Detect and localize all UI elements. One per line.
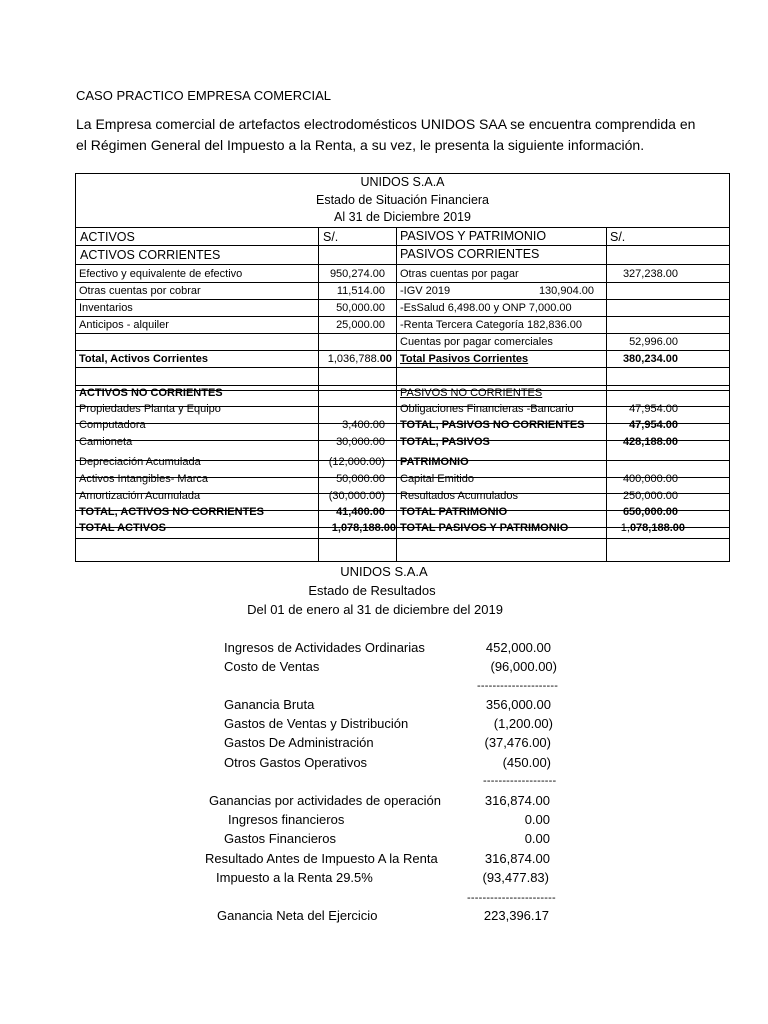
asset-value-dec: 00	[379, 353, 392, 365]
liability-label: -EsSalud 6,498.00 y ONP 7,000.00	[400, 302, 572, 314]
is-row-value: (96,000.00)	[490, 659, 557, 674]
col-currency-2: S/.	[610, 230, 626, 244]
liability-label: Obligaciones Financieras -Bancario	[400, 403, 574, 415]
is-row-label: Ganancia Neta del Ejercicio	[217, 908, 378, 923]
liability-value: 380,234.00	[622, 353, 678, 365]
is-row-value: (93,477.83)	[482, 870, 549, 885]
liability-value: 250,000.00	[622, 490, 678, 502]
asset-label: Efectivo y equivalente de efectivo	[79, 268, 243, 280]
grid-vline	[318, 228, 319, 561]
grid-vline	[606, 228, 607, 561]
col-liabilities: PASIVOS Y PATRIMONIO	[400, 229, 547, 243]
asset-label: Inventarios	[79, 302, 133, 314]
bs-date: Al 31 de Diciembre 2019	[334, 210, 471, 224]
is-row-value: (450.00)	[502, 755, 551, 770]
asset-value: 11,514.00	[336, 285, 385, 297]
asset-label: Computadora	[79, 419, 146, 431]
liability-value: 47,954.00	[629, 403, 678, 415]
grid-hline	[76, 227, 729, 228]
asset-label: Anticipos - alquiler	[79, 319, 169, 331]
liability-value: 327,238.00	[622, 268, 678, 280]
liability-label: TOTAL, PASIVOS	[400, 436, 490, 448]
grid-hline	[76, 282, 729, 283]
liability-label: TOTAL PATRIMONIO	[400, 506, 508, 518]
asset-value: 41,400.00	[336, 506, 385, 518]
is-row-label: Ingresos financieros	[228, 812, 345, 827]
liability-label: TOTAL PASIVOS Y PATRIMONIO	[400, 522, 569, 534]
is-row-label: Gastos de Ventas y Distribución	[224, 716, 409, 731]
asset-value: (30,000.00)	[328, 490, 385, 502]
grid-hline	[76, 299, 729, 300]
asset-value: 50,000.00	[336, 302, 385, 314]
is-row-value: (37,476.00)	[484, 735, 551, 750]
grid-vline	[396, 228, 397, 561]
asset-value: (12,000.00)	[328, 456, 385, 468]
liability-value: 650,000.00	[622, 506, 678, 518]
col-currency-1: S/.	[323, 230, 339, 244]
is-row-label: Ganancia Bruta	[224, 697, 315, 712]
is-row-value: 0.00	[524, 831, 550, 846]
is-row-value: 0.00	[524, 812, 550, 827]
is-row-value: 316,874.00	[484, 793, 550, 808]
asset-label: Depreciación Acumulada	[79, 456, 201, 468]
is-row-label: Ganancias por actividades de operación	[209, 793, 441, 808]
asset-label: TOTAL, ACTIVOS NO CORRIENTES	[79, 506, 264, 518]
asset-label: Activos Intangibles- Marca	[79, 473, 208, 485]
grid-hline	[76, 538, 729, 539]
liability-label: Otras cuentas por pagar	[400, 268, 519, 280]
asset-value: 950,274.00	[329, 268, 385, 280]
liability-label: -IGV 2019	[400, 285, 451, 297]
balance-sheet-table	[75, 173, 730, 562]
liability-label: Resultados Acumulados	[400, 490, 519, 502]
intro-line-2: el Régimen General del Impuesto a la Renta, a su vez, le presenta la siguiente información.	[76, 137, 645, 153]
is-row-label: Costo de Ventas	[224, 659, 320, 674]
liability-label: TOTAL, PASIVOS NO CORRIENTES	[400, 419, 585, 431]
asset-value: 50,000.00	[336, 473, 385, 485]
document-title: CASO PRACTICO EMPRESA COMERCIAL	[76, 88, 331, 103]
liability-label: PASIVOS NO CORRIENTES	[400, 387, 543, 399]
asset-label: Propiedades Planta y Equipo	[79, 403, 221, 415]
bs-company: UNIDOS S.A.A	[360, 175, 445, 189]
is-row-value: 223,396.17	[483, 908, 549, 923]
liability-value-dec: 078,188.00	[629, 522, 685, 534]
is-row-value: (1,200.00)	[493, 716, 553, 731]
grid-hline	[76, 245, 729, 246]
asset-label: Amortización Acumulada	[79, 490, 201, 502]
asset-label: ACTIVOS NO CORRIENTES	[79, 387, 223, 399]
liability-subvalue: 130,904.00	[538, 285, 594, 297]
is-company: UNIDOS S.A.A	[340, 564, 428, 579]
current-liabilities-header: PASIVOS CORRIENTES	[400, 247, 540, 261]
is-row-label: Otros Gastos Operativos	[224, 755, 368, 770]
asset-value: 1,078,188.00	[331, 522, 396, 534]
separator-1: ---------------------	[477, 680, 559, 692]
asset-label: Total, Activos Corrientes	[79, 353, 208, 365]
asset-value: 25,000.00	[336, 319, 385, 331]
liability-label: PATRIMONIO	[400, 456, 469, 468]
asset-label: TOTAL ACTIVOS	[79, 522, 166, 534]
grid-hline	[76, 264, 729, 265]
is-row-label: Ingresos de Actividades Ordinarias	[224, 640, 425, 655]
asset-label: Camioneta	[79, 436, 133, 448]
grid-hline	[76, 350, 729, 351]
liability-value	[621, 521, 685, 535]
intro-line-1: La Empresa comercial de artefactos electrodomésticos UNIDOS SAA se encuentra comprendida en	[76, 116, 696, 132]
liability-value: 47,954.00	[629, 419, 678, 431]
asset-value-int: 1,036,788.	[327, 353, 380, 365]
liability-value: 52,996.00	[629, 336, 678, 348]
separator-3: -----------------------	[467, 892, 556, 904]
is-row-label: Impuesto a la Renta 29.5%	[216, 870, 373, 885]
liability-value-int: 1,	[620, 522, 630, 534]
liability-label: Capital Emitido	[400, 473, 474, 485]
is-row-value: 356,000.00	[485, 697, 551, 712]
separator-2: -------------------	[483, 775, 557, 787]
asset-value: 3,400.00	[342, 419, 385, 431]
is-row-value: 316,874.00	[484, 851, 550, 866]
asset-value: 30,000.00	[336, 436, 385, 448]
grid-hline	[76, 367, 729, 368]
col-assets: ACTIVOS	[80, 230, 135, 244]
is-row-label: Gastos De Administración	[224, 735, 374, 750]
liability-label: Total Pasivos Corrientes	[400, 353, 529, 365]
is-row-label: Gastos Financieros	[224, 831, 336, 846]
is-row-value: 452,000.00	[485, 640, 551, 655]
bs-title: Estado de Situación Financiera	[315, 193, 490, 207]
asset-value	[328, 352, 392, 366]
is-period: Del 01 de enero al 31 de diciembre del 2019	[247, 602, 503, 617]
asset-label: Otras cuentas por cobrar	[79, 285, 201, 297]
grid-hline	[76, 316, 729, 317]
current-assets-header: ACTIVOS CORRIENTES	[80, 248, 221, 262]
is-row-label: Resultado Antes de Impuesto A la Renta	[205, 851, 438, 866]
liability-label: Cuentas por pagar comerciales	[400, 336, 553, 348]
liability-label: -Renta Tercera Categoría 182,836.00	[400, 319, 583, 331]
is-title: Estado de Resultados	[308, 583, 436, 598]
liability-value: 428,188.00	[622, 436, 678, 448]
liability-value: 400,000.00	[622, 473, 678, 485]
grid-hline	[76, 333, 729, 334]
